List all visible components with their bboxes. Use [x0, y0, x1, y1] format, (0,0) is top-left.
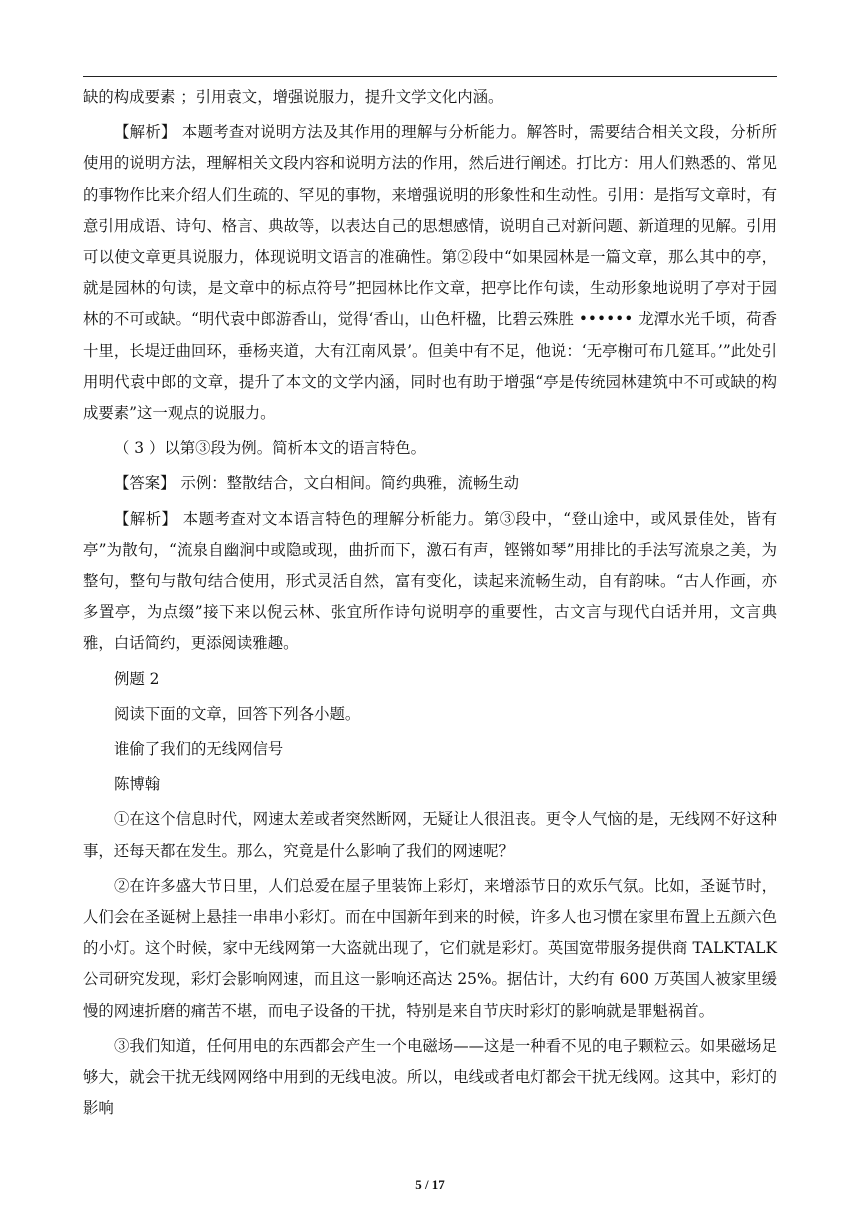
paragraph-text: 示例：整散结合，文白相间。简约典雅，流畅生动 — [175, 474, 520, 493]
paragraph-text: 陈博翰 — [114, 775, 161, 794]
paragraph-text: ①在这个信息时代，网速太差或者突然断网，无疑让人很沮丧。更令人气恼的是，无线网不好这种事，还每天都在发生。那么，究竟是什么影响了我们的网速呢？ — [83, 810, 777, 860]
paragraph-text: 阅读下面的文章，回答下列各小题。 — [114, 704, 361, 723]
paragraph-text: 缺的构成要素 ；引用袁文，增强说服力，提升文学文化内涵。 — [83, 88, 504, 106]
analysis-tag: 【解析】 — [114, 123, 177, 142]
analysis-paragraph-2 — [83, 504, 777, 660]
page-number: 5 / 17 — [415, 1177, 445, 1192]
answer-paragraph — [83, 468, 777, 499]
paragraph-text: ②在许多盛大节日里，人们总爱在屋子里装饰上彩灯，来增添节日的欢乐气氛。比如，圣诞节时，人们会在圣诞树上悬挂一串串小彩灯。而在中国新年到来的时候，许多人也习惯在家里布置上五颜六色的小灯。这个时候，家中无线网第一大盗就出现了，它们就是彩灯。英国宽带服务提供商 TALKTALK 公司研究发现，彩灯会影响网速，而且这一影响还高达 25%。据估计，大约有 600 万英国人被家里缓慢的网速折磨的痛苦不堪，而电子设备的干扰，特别是来自节庆时彩灯的影响就是罪魁祸首。 — [83, 876, 777, 1020]
paragraph-text: 谁偷了我们的无线网信号 — [114, 740, 284, 759]
example-heading — [83, 664, 777, 695]
paragraph-text: ③我们知道，任何用电的东西都会产生一个电磁场——这是一种看不见的电子颗粒云。如果磁场足够大，就会干扰无线网网络中用到的无线电波。所以，电线或者电灯都会干扰无线网。这其中，彩灯的影响 — [83, 1036, 777, 1118]
analysis-tag: 【解析】 — [114, 509, 178, 528]
paragraph-text: 本题考查对说明方法及其作用的理解与分析能力。解答时，需要结合相关文段，分析所使用的说明方法，理解相关文段内容和说明方法的作用，然后进行阐述。打比方：用人们熟悉的、常见的事物作比来介绍人们生疏的、罕见的事物，来增强说明的形象性和生动性。引用：是指写文章时，有意引用成语、诗句、格言、典故等，以表达自己的思想感情，说明自己对新问题、新道理的见解。引用可以使文章更具说服力，体现说明文语言的准确性。第②段中“如果园林是一篇文章，那么其中的亭，就是园林的句读，是文章中的标点符号”把园林比作文章，把亭比作句读，生动形象地说明了亭对于园林的不可或缺。“明代袁中郎游香山，觉得‘香山，山色杆楹，比碧云殊胜 •••••• 龙潭水光千顷，荷香十里，长堤迂曲回环，垂杨夹道，大有江南风景’。但美中有不足，他说：‘无亭榭可布几筵耳。’”此处引用明代袁中郎的文章，提升了本文的文学内涵，同时也有助于增强“亭是传统园林建筑中不可或缺的构成要素”这一观点的说服力。 — [83, 123, 777, 423]
article-paragraph-3 — [83, 1031, 777, 1125]
paragraph-text: 例题 2 — [114, 669, 160, 688]
analysis-paragraph-1 — [83, 117, 777, 429]
answer-tag: 【答案】 — [114, 474, 176, 493]
article-paragraph-1 — [83, 804, 777, 866]
header-rule — [83, 76, 777, 77]
article-paragraph-2 — [83, 871, 777, 1027]
article-title — [83, 734, 777, 765]
article-author — [83, 769, 777, 800]
paragraph-text: 本题考查对文本语言特色的理解分析能力。第③段中，“登山途中，或风景佳处，皆有亭”为散句，“流泉自幽涧中或隐或现，曲折而下，激石有声，铿锵如琴”用排比的手法写流泉之美，为整句，整句与散句结合使用，形式灵活自然，富有变化，读起来流畅生动，自有韵味。“古人作画，亦多置亭，为点缀”接下来以倪云林、张宜所作诗句说明亭的重要性，古文言与现代白话并用，文言典雅，白话简约，更添阅读雅趣。 — [83, 509, 777, 653]
paragraph-text: （ 3 ）以第③段为例。简析本文的语言特色。 — [114, 439, 426, 458]
instruction-line — [83, 699, 777, 730]
paragraph-continuation — [83, 82, 777, 113]
document-body — [83, 82, 777, 1129]
question-3 — [83, 433, 777, 464]
